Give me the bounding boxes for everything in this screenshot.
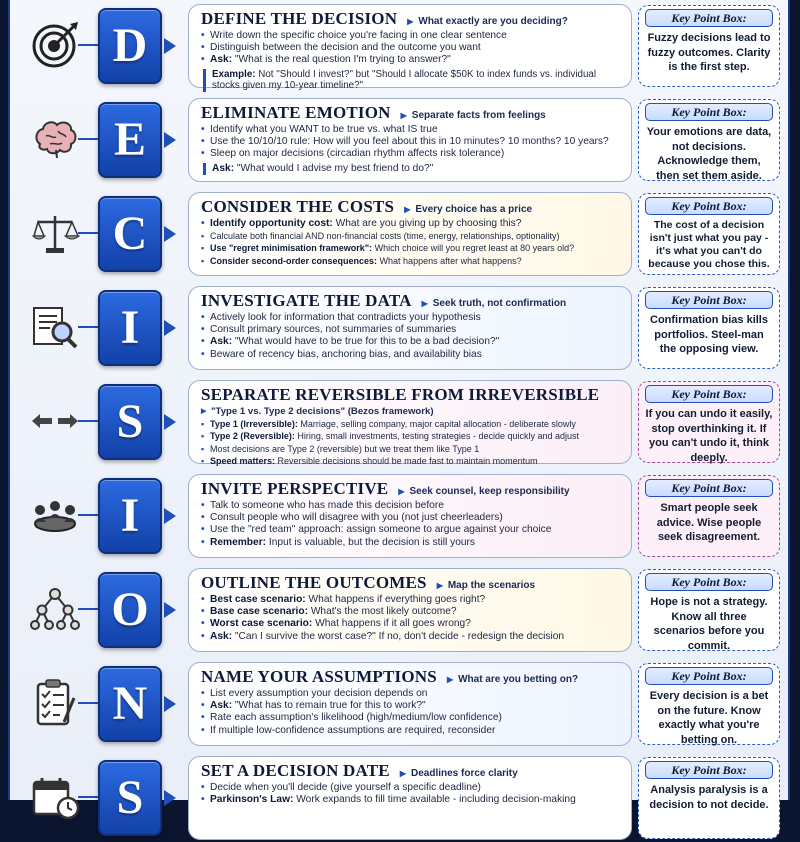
target-icon [30,20,80,70]
bullet: • Ask: "What would have to be true for this to be a bad decision?" [201,336,621,348]
bullet: • Ask: "What has to remain true for this to work?" [201,700,621,712]
step-bullets [201,782,621,806]
bullet: • Decide when you'll decide (give yourself a specific deadline) [201,782,621,794]
bullet: • If multiple low-confidence assumptions are required, reconsider [201,725,621,737]
key-point-text: If you can undo it easily, stop overthinking it. If you can't undo it, think deeply. [645,408,773,464]
key-point-box [638,663,780,745]
step-card [188,192,632,276]
brain-icon [30,114,80,164]
key-point-box [638,475,780,557]
step-bullets [201,30,621,67]
bullet: • Identify what you WANT to be true vs. what IS true [201,124,621,136]
step-subtitle: ▶ Separate facts from feelings [401,110,546,121]
step-card [188,4,632,92]
step-bullets [201,124,621,175]
magnifier-document-icon [30,302,80,352]
key-point-label: Key Point Box: [645,573,773,591]
step-bullets [201,218,621,267]
key-point-text: Analysis paralysis is a decision to not decide. [649,784,769,811]
bullet: • Ask: "Can I survive the worst case?" If no, don't decide - redesign the decision [201,631,621,643]
key-point-box [638,569,780,651]
bullet: • List every assumption your decision depends on [201,688,621,700]
letter-tile: S [98,760,162,836]
bullet: • Beware of recency bias, anchoring bias, and availability bias [201,349,621,361]
bullet: • Consult people who will disagree with you (not just cheerleaders) [201,512,621,524]
framework-poster [8,0,790,824]
bullet: • Type 2 (Reversible): Hiring, small investments, testing strategies - decide quickly and adjust [201,430,621,442]
bullet-lead: ▶ "Type 1 vs. Type 2 decisions" (Bezos framework) [201,406,621,418]
step-bullets [201,406,621,467]
letter-tile: I [98,478,162,554]
step-title: NAME YOUR ASSUMPTIONS [201,667,437,686]
step-subtitle: ▶ What exactly are you deciding? [407,16,568,27]
step-row-name [10,660,792,748]
bullet: • Identify opportunity cost: What are you giving up by choosing this? [201,218,621,230]
bullet: • Distinguish between the decision and the outcome you want [201,42,621,54]
bullet: • Type 1 (Irreversible): Marriage, selling company, major capital allocation - deliberate slowly [201,418,621,430]
bullet: • Remember: Input is valuable, but the decision is still yours [201,537,621,549]
step-subtitle: ▶ Deadlines force clarity [400,768,518,779]
step-title: SET A DECISION DATE [201,761,390,780]
bullet: • Worst case scenario: What happens if it all goes wrong? [201,618,621,630]
decision-tree-icon [30,584,80,634]
key-point-text: Your emotions are data, not decisions. Acknowledge them, then set them aside. [646,126,772,182]
bullet: • Use the "red team" approach: assign someone to argue against your choice [201,524,621,536]
pointer-arrow [164,320,176,336]
key-point-label: Key Point Box: [645,9,773,27]
step-card [188,756,632,840]
bullet: • Parkinson's Law: Work expands to fill time available - including decision-making [201,794,621,806]
letter-tile: D [98,8,162,84]
step-card [188,286,632,370]
step-bullets [201,500,621,549]
bullet: • Use "regret minimisation framework": Which choice will you regret least at 80 years old? [201,242,621,254]
key-point-label: Key Point Box: [645,479,773,497]
pointer-arrow [164,38,176,54]
step-row-eliminate [10,96,792,184]
step-subtitle: ▶ Map the scenarios [437,580,535,591]
key-point-label: Key Point Box: [645,385,773,403]
step-title: ELIMINATE EMOTION [201,103,391,122]
step-card [188,380,632,464]
letter-tile: I [98,290,162,366]
bullet: • Sleep on major decisions (circadian rhythm affects risk tolerance) [201,148,621,160]
step-subtitle: ▶ Seek truth, not confirmation [422,298,567,309]
scales-icon [30,208,80,258]
bullet: • Base case scenario: What's the most likely outcome? [201,606,621,618]
key-point-box [638,757,780,839]
key-point-box [638,5,780,87]
two-way-arrows-icon [30,396,80,446]
bullet: • Most decisions are Type 2 (reversible) but we treat them like Type 1 [201,443,621,455]
pointer-arrow [164,508,176,524]
step-row-define [10,2,792,90]
bullet: • Best case scenario: What happens if everything goes right? [201,594,621,606]
letter-tile: O [98,572,162,648]
step-bullets [201,594,621,643]
bullet: • Use the 10/10/10 rule: How will you feel about this in 10 minutes? 10 months? 10 years? [201,136,621,148]
letter-tile: S [98,384,162,460]
pointer-arrow [164,696,176,712]
letter-tile: C [98,196,162,272]
pointer-arrow [164,226,176,242]
calendar-clock-icon [30,772,80,822]
key-point-box [638,99,780,181]
letter-tile: E [98,102,162,178]
pointer-arrow [164,790,176,806]
key-point-label: Key Point Box: [645,667,773,685]
step-title: INVESTIGATE THE DATA [201,291,412,310]
bullet: • Actively look for information that contradicts your hypothesis [201,312,621,324]
key-point-text: Hope is not a strategy. Know all three scenarios before you commit. [650,596,768,652]
example-callout: Example: Not "Should I invest?" but "Should I allocate $50K to index funds vs. individual stocks given my 10-year timeline?" [203,69,621,92]
key-point-text: Smart people seek advice. Wise people seek disagreement. [656,502,762,543]
bullet: Ask: "What would I advise my best friend to do?" [203,163,621,175]
bullet: • Rate each assumption's likelihood (high/medium/low confidence) [201,712,621,724]
bullet: • Consult primary sources, not summaries of summaries [201,324,621,336]
step-card [188,662,632,746]
bullet: • Consider second-order consequences: What happens after what happens? [201,255,621,267]
step-card [188,568,632,652]
key-point-text: Fuzzy decisions lead to fuzzy outcomes. Clarity is the first step. [647,32,771,73]
step-row-set [10,754,792,842]
step-subtitle: ▶ Seek counsel, keep responsibility [398,486,569,497]
letter-tile: N [98,666,162,742]
key-point-text: The cost of a decision isn't just what you pay - it's what you can't do because you chose this. [648,219,770,270]
key-point-text: Every decision is a bet on the future. Know exactly what you're betting on. [649,690,769,746]
key-point-label: Key Point Box: [645,761,773,779]
pointer-arrow [164,414,176,430]
pointer-arrow [164,602,176,618]
step-subtitle: ▶ Every choice has a price [404,204,532,215]
step-title: CONSIDER THE COSTS [201,197,395,216]
step-bullets [201,688,621,737]
bullet: • Speed matters: Reversible decisions should be made fast to maintain momentum [201,455,621,467]
meeting-table-icon [30,490,80,540]
key-point-label: Key Point Box: [645,197,773,215]
clipboard-checklist-icon [30,678,80,728]
step-title: DEFINE THE DECISION [201,9,398,28]
step-card [188,98,632,182]
bullet: • Write down the specific choice you're facing in one clear sentence [201,30,621,42]
step-title: SEPARATE REVERSIBLE FROM IRREVERSIBLE [201,385,600,404]
step-row-investigate [10,284,792,372]
key-point-box [638,193,780,275]
step-card [188,474,632,558]
key-point-box [638,381,780,463]
bullet: • Talk to someone who has made this decision before [201,500,621,512]
step-title: OUTLINE THE OUTCOMES [201,573,427,592]
pointer-arrow [164,132,176,148]
step-bullets [201,312,621,361]
key-point-text: Confirmation bias kills portfolios. Steel-man the opposing view. [650,314,768,355]
step-subtitle: ▶ What are you betting on? [447,674,578,685]
key-point-label: Key Point Box: [645,291,773,309]
step-row-invite [10,472,792,560]
bullet: • Ask: "What is the real question I'm trying to answer?" [201,54,621,66]
step-row-separate [10,378,792,466]
key-point-box [638,287,780,369]
step-row-consider [10,190,792,278]
bullet: • Calculate both financial AND non-financial costs (time, energy, relationships, optionality) [201,230,621,242]
step-row-outline [10,566,792,654]
step-title: INVITE PERSPECTIVE [201,479,389,498]
key-point-label: Key Point Box: [645,103,773,121]
